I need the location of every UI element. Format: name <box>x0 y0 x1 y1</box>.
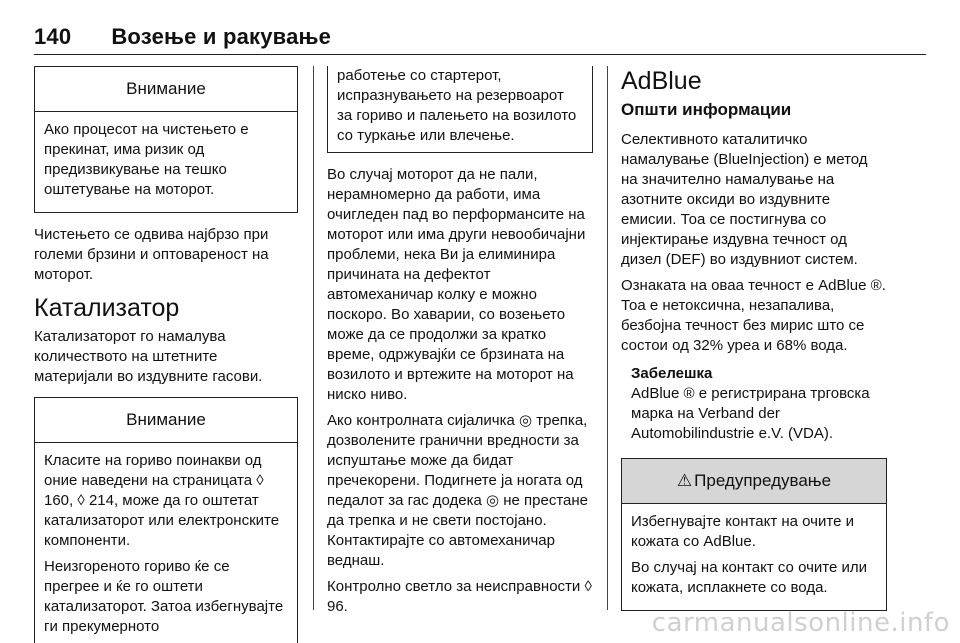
warning-title-text: Предупредување <box>694 471 832 490</box>
warning-box-title <box>622 459 886 504</box>
warning-text-1: Избегнувајте контакт на очите и кожата со AdBlue. <box>631 513 854 550</box>
engine-fault-paragraph: Во случај моторот да не пали, нерамномерно да работи, има очигледен пад во перформансите на моторот или има други невообичајни проблеми, нека Ви ја елиминира причината на дефектот автомеханичар колку е можно поскоро. Во хаварии, со возењето може да се продолжи за кратко време, одржувајќи се брзината на возилото и вртежите на моторот на ниско ниво. <box>327 166 586 403</box>
caution-box-text: Ако процесот на чистењето е прекинат, има ризик од предизвикување на тешко оштетување на моторот. <box>44 121 249 198</box>
page-title: Возење и ракување <box>111 24 332 49</box>
caution-box-1 <box>34 66 298 213</box>
caution-box-2 <box>34 397 298 643</box>
page-number: 140 <box>34 24 72 49</box>
warning-triangle-icon: ⚠ <box>676 471 693 490</box>
section-heading-catalyst: Катализатор <box>34 294 180 322</box>
malfunction-light-paragraph: Контролно светло за неисправности ◊ 96. <box>327 578 592 615</box>
catalyst-paragraph: Катализаторот го намалува количеството на штетните материјали во издувните гасови. <box>34 328 263 385</box>
header-rule <box>34 54 926 55</box>
warning-box <box>621 458 887 611</box>
adblue-paragraph-1: Селективното каталитичко намалување (BlueInjection) е метод на значително намалување на азотните оксиди во издувните емисии. Тоа се постигнува со инјектирање издувна течност од дизел (DEF) во издувниот систем. <box>621 131 868 268</box>
column-3 <box>621 66 887 623</box>
subheading-general-info: Општи информации <box>621 100 792 119</box>
caution-box-continued-text: работење со стартерот, испразнувањето на резервоарот за гориво и палењето на возилото со туркање или влечење. <box>337 67 577 144</box>
note-title: Забелешка <box>631 365 713 382</box>
column-divider-1 <box>313 66 314 610</box>
section-heading-adblue: AdBlue <box>621 67 702 95</box>
cleaning-paragraph: Чистењето се одвива најбрзо при големи брзини и оптовареност на моторот. <box>34 226 269 283</box>
column-2 <box>327 66 593 623</box>
column-1 <box>34 66 298 643</box>
watermark: carmanualsonline.info <box>651 608 950 638</box>
caution-box-title: Внимание <box>35 67 297 112</box>
warning-text-2: Во случај на контакт со очите или кожата, исплакнете со вода. <box>631 559 867 596</box>
caution-box-text-2: Неизгореното гориво ќе се прегрее и ќе го оштети катализаторот. Затоа избегнувајте ги прекумерното <box>44 558 284 635</box>
caution-box-title: Внимание <box>35 398 297 443</box>
caution-box-text-1: Класите на гориво поинакви од оние наведени на страницата ◊ 160, ◊ 214, може да го оштетат катализаторот или електронските компоненти. <box>44 452 280 549</box>
warning-lamp-paragraph: Ако контролната сијаличка ◎ трепка, дозволените гранични вредности за испуштање може да бидат пречекорени. Подигнете ја ногата од педалот за гас додека ◎ не престане да трепка и не свети постојано. Контактирајте со автомеханичар веднаш. <box>327 412 589 569</box>
page-header <box>34 24 331 50</box>
column-divider-2 <box>607 66 608 610</box>
note-text: AdBlue ® е регистрирана трговска марка на Verband der Automobilindustrie e.V. (VDA). <box>631 385 870 442</box>
adblue-paragraph-2: Ознаката на оваа течност е AdBlue ®. Тоа е нетоксична, незапалива, безбојна течност без мирис што се состои од 32% уреа и 68% вода. <box>621 277 886 354</box>
note-block <box>621 364 887 444</box>
caution-box-continued <box>327 66 593 153</box>
